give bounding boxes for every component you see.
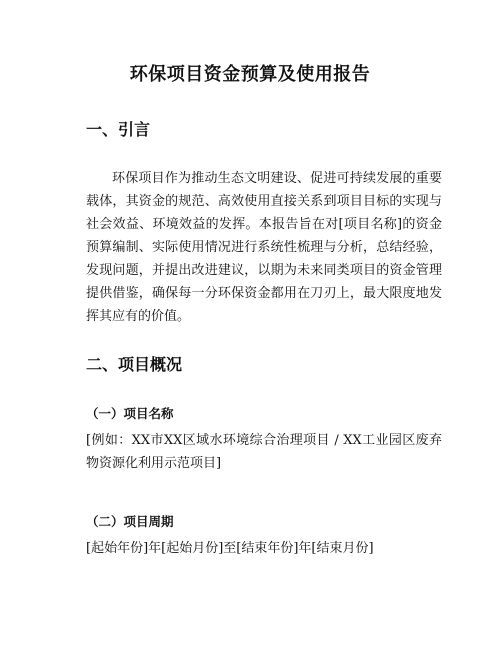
subsection-heading-project-period: （二）项目周期	[86, 514, 174, 529]
section-heading-introduction: 一、引言	[86, 120, 151, 139]
introduction-paragraph: 环保项目作为推动生态文明建设、促进可持续发展的重要载体，其资金的规范、高效使用直接关系到项目目标的实现与社会效益、环境效益的发挥。本报告旨在对[项目名称]的资金预算编制、实际使用情况进行系统性梳理与分析，总结经验，发现问题，并提出改进建议，以期为未来同类项目的资金管理提供借鉴，确保每一分环保资金都用在刀刃上，最大限度地发挥其应有的价值。	[86, 171, 442, 324]
project-period-paragraph: [起始年份]年[起始月份]至[结束年份]年[结束月份]	[86, 541, 374, 556]
section-heading-project-overview: 二、项目概况	[86, 355, 183, 374]
project-name-paragraph: [例如：XX市XX区域水环境综合治理项目 / XX工业园区废弃物资源化利用示范项目]	[86, 433, 442, 471]
subsection-heading-project-name: （一）项目名称	[86, 406, 174, 421]
document-title: 环保项目资金预算及使用报告	[129, 64, 371, 85]
